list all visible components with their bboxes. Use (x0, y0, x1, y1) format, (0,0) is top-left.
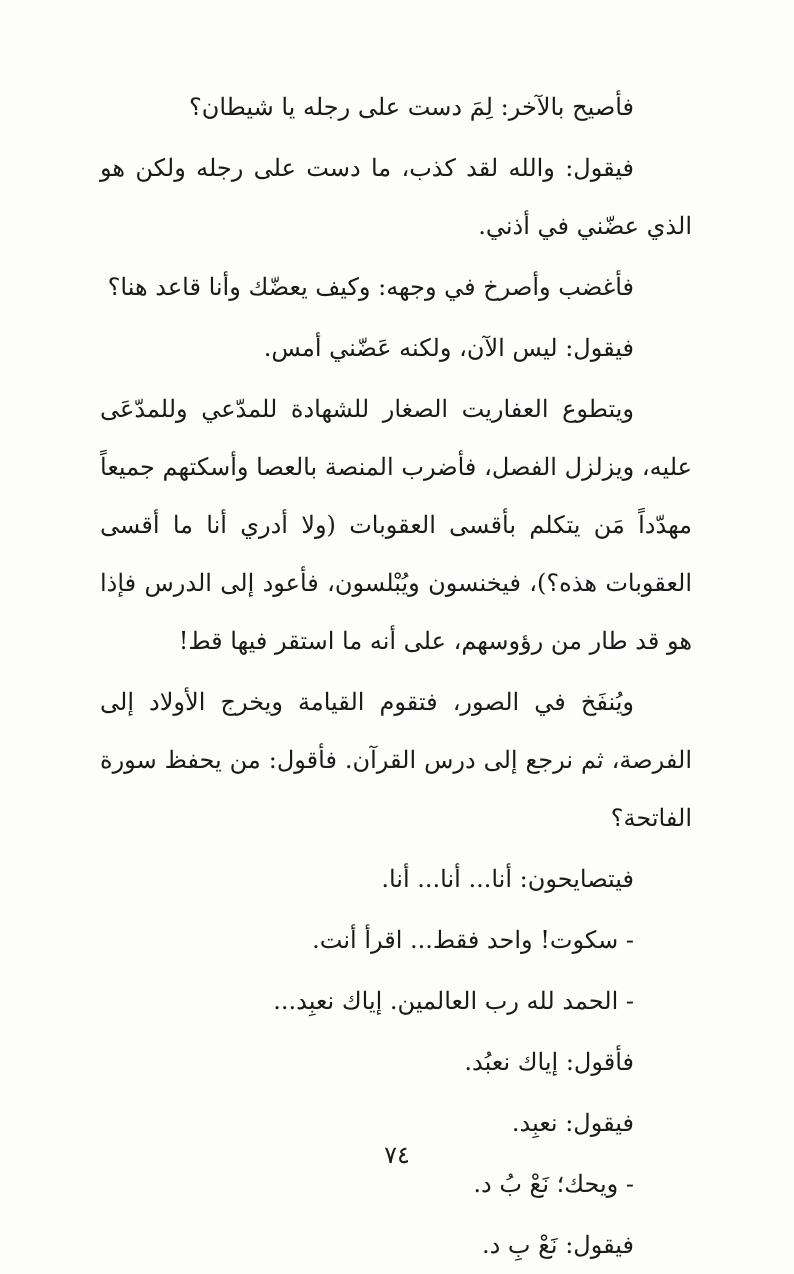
page-number: ٧٤ (384, 1141, 410, 1169)
dialogue-line-2: - سكوت! واحد فقط... اقرأ أنت. (312, 926, 634, 954)
dialogue-line-1: فيتصايحون: أنا... أنا... أنا. (381, 865, 634, 893)
paragraph-1: فأصيح بالآخر: لِمَ دست على رجله يا شيطان؟ (188, 93, 634, 121)
dialogue-line-5: فيقول: نعبِد. (511, 1109, 634, 1137)
paragraph-3: فأغضب وأصرخ في وجهه: وكيف يعضّك وأنا قاعد هنا؟ (107, 273, 634, 301)
dialogue-line-4: فأقول: إياك نعبُد. (464, 1048, 634, 1076)
dialogue-line-6: - ويحك؛ نَعْ بُ د. (473, 1170, 634, 1198)
paragraph-5: ويتطوع العفاريت الصغار للشهادة للمدّعي وللمدّعَى عليه، ويزلزل الفصل، فأضرب المنصة بالعصا وأسكتهم جميعاً مهدّداً مَن يتكلم بأقسى العقوبات (ولا أدري أنا ما أقسى العقوبات هذه؟)، فيخنسون ويُبْلسون، فأعود إلى الدرس فإذا هو قد طار من رؤوسهم، على أنه ما استقر فيها قط! (100, 395, 692, 655)
paragraph-2: فيقول: والله لقد كذب، ما دست على رجله ولكن هو الذي عضّني في أذني. (100, 154, 692, 240)
paragraph-6: ويُنفَخ في الصور، فتقوم القيامة ويخرج الأولاد إلى الفرصة، ثم نرجع إلى درس القرآن. فأقول: من يحفظ سورة الفاتحة؟ (100, 688, 692, 832)
dialogue-line-7: فيقول: نَعْ بِ د. (481, 1231, 634, 1259)
paragraph-4: فيقول: ليس الآن، ولكنه عَضّني أمس. (263, 334, 634, 362)
dialogue-line-3: - الحمد لله رب العالمين. إياك نعبِد... (273, 987, 634, 1015)
